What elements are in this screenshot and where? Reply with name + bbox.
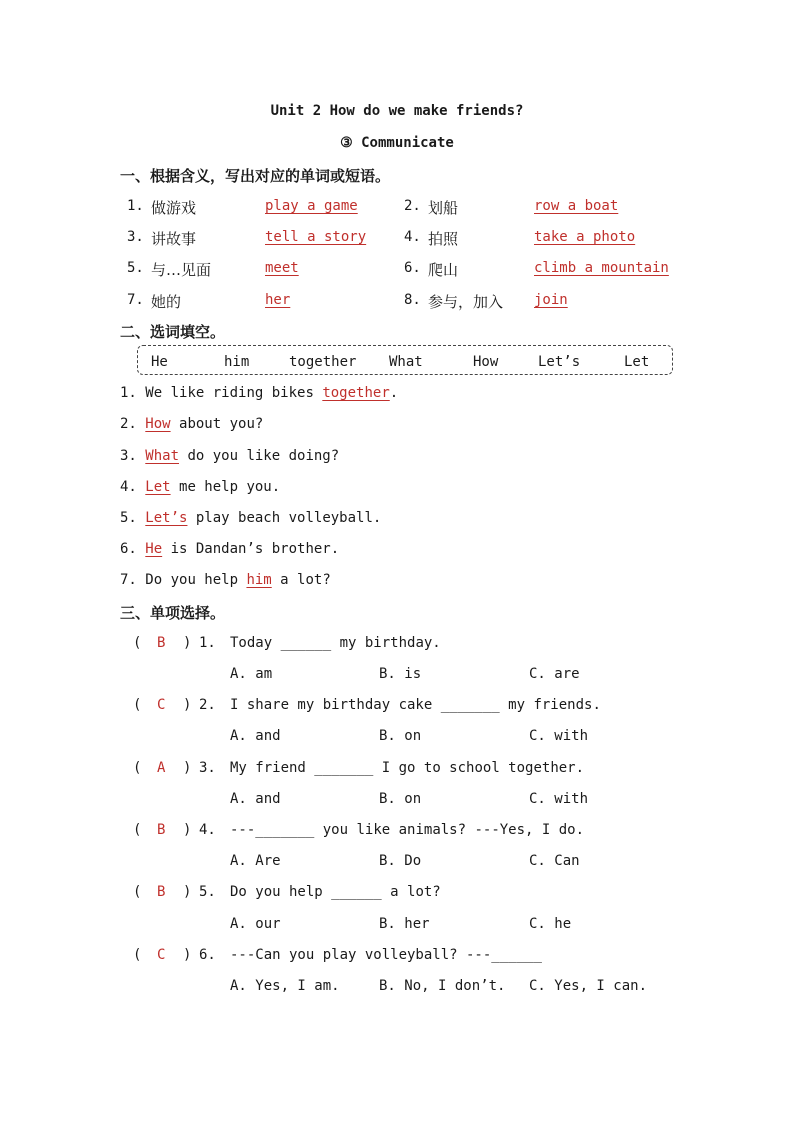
- choice-answer: B: [157, 822, 166, 838]
- choice-answer: C: [157, 947, 166, 963]
- choice-answer: B: [157, 635, 166, 651]
- option-c: C. with: [529, 728, 589, 744]
- sentence-answer: How: [145, 416, 171, 432]
- item-answer: meet: [265, 260, 299, 276]
- stem-blank: _______: [255, 822, 315, 838]
- fill-sentence: [120, 510, 381, 526]
- close-paren: ): [183, 822, 192, 838]
- question-stem: [230, 822, 584, 838]
- stem-before: Today: [230, 635, 281, 651]
- sentence-after: .: [389, 385, 399, 401]
- question-number: 5.: [199, 884, 216, 900]
- sentence-number: 7.: [120, 572, 137, 588]
- section2-heading: 二、选词填空。: [120, 323, 226, 341]
- close-paren: ): [183, 947, 192, 963]
- stem-before: ---Can you play volleyball? ---: [230, 947, 492, 963]
- option-c: C. Can: [529, 853, 580, 869]
- item-answer: row a boat: [534, 198, 619, 214]
- question-number: 6.: [199, 947, 216, 963]
- word-bank-item: him: [224, 354, 250, 370]
- sentence-before: Do you help: [145, 572, 247, 588]
- fill-sentence: [120, 479, 280, 495]
- option-b: B. on: [379, 728, 422, 744]
- stem-after: I go to school together.: [373, 760, 585, 776]
- word-bank: [137, 345, 673, 375]
- item-chinese: 她的: [151, 293, 182, 311]
- item-number: 1.: [127, 198, 144, 214]
- item-number: 6.: [404, 260, 421, 276]
- stem-before: ---: [230, 822, 256, 838]
- stem-blank: ______: [491, 947, 542, 963]
- option-b: B. Do: [379, 853, 422, 869]
- word-bank-item: Let: [624, 354, 650, 370]
- close-paren: ): [183, 884, 192, 900]
- choice-answer: C: [157, 697, 166, 713]
- sentence-after: play beach volleyball.: [187, 510, 382, 526]
- item-number: 5.: [127, 260, 144, 276]
- sentence-number: 3.: [120, 448, 137, 464]
- sentence-number: 5.: [120, 510, 137, 526]
- item-number: 2.: [404, 198, 421, 214]
- stem-blank: ______: [331, 884, 382, 900]
- sentence-after: is Dandan’s brother.: [162, 541, 340, 557]
- stem-after: my friends.: [499, 697, 601, 713]
- section1-heading: 一、根据含义，写出对应的单词或短语。: [120, 167, 391, 185]
- option-c: C. he: [529, 916, 572, 932]
- option-c: C. are: [529, 666, 580, 682]
- option-a: A. and: [230, 728, 281, 744]
- question-stem: [230, 697, 601, 713]
- sentence-answer: He: [145, 541, 163, 557]
- question-stem: [230, 884, 441, 900]
- word-bank-item: How: [473, 354, 499, 370]
- sentence-answer: together: [322, 385, 390, 401]
- page-subtitle: ③ Communicate: [340, 135, 454, 151]
- option-a: A. our: [230, 916, 281, 932]
- option-a: A. Yes, I am.: [230, 978, 340, 994]
- sentence-after: do you like doing?: [179, 448, 340, 464]
- stem-blank: _______: [440, 697, 500, 713]
- option-a: A. am: [230, 666, 273, 682]
- item-chinese: 与…见面: [151, 261, 212, 279]
- fill-sentence: [120, 385, 398, 401]
- item-answer: climb a mountain: [534, 260, 669, 276]
- item-number: 7.: [127, 292, 144, 308]
- item-answer: take a photo: [534, 229, 636, 245]
- stem-after: you like animals? ---Yes, I do.: [314, 822, 585, 838]
- word-bank-item: together: [289, 354, 357, 370]
- item-answer: join: [534, 292, 568, 308]
- open-paren: (: [133, 635, 142, 651]
- item-number: 8.: [404, 292, 421, 308]
- item-chinese: 参与，加入: [428, 293, 504, 311]
- choice-answer: B: [157, 884, 166, 900]
- sentence-number: 2.: [120, 416, 137, 432]
- question-stem: [230, 947, 542, 963]
- close-paren: ): [183, 760, 192, 776]
- open-paren: (: [133, 760, 142, 776]
- option-a: A. and: [230, 791, 281, 807]
- sentence-after: me help you.: [170, 479, 281, 495]
- item-chinese: 讲故事: [151, 230, 197, 248]
- fill-sentence: [120, 448, 339, 464]
- stem-after: my birthday.: [331, 635, 441, 651]
- item-number: 4.: [404, 229, 421, 245]
- sentence-number: 1.: [120, 385, 137, 401]
- section3-heading: 三、单项选择。: [120, 604, 226, 622]
- stem-before: Do you help: [230, 884, 332, 900]
- close-paren: ): [183, 635, 192, 651]
- close-paren: ): [183, 697, 192, 713]
- option-c: C. Yes, I can.: [529, 978, 648, 994]
- sentence-after: about you?: [170, 416, 264, 432]
- item-answer: tell a story: [265, 229, 367, 245]
- option-b: B. on: [379, 791, 422, 807]
- option-b: B. is: [379, 666, 422, 682]
- stem-before: I share my birthday cake: [230, 697, 441, 713]
- stem-after: a lot?: [381, 884, 441, 900]
- sentence-number: 6.: [120, 541, 137, 557]
- item-chinese: 爬山: [428, 261, 459, 279]
- fill-sentence: [120, 541, 339, 557]
- sentence-number: 4.: [120, 479, 137, 495]
- item-answer: her: [265, 292, 291, 308]
- question-number: 2.: [199, 697, 216, 713]
- open-paren: (: [133, 884, 142, 900]
- option-a: A. Are: [230, 853, 281, 869]
- open-paren: (: [133, 697, 142, 713]
- sentence-answer: What: [145, 448, 180, 464]
- fill-sentence: [120, 416, 263, 432]
- item-chinese: 做游戏: [151, 199, 197, 217]
- sentence-after: a lot?: [271, 572, 331, 588]
- item-chinese: 划船: [428, 199, 459, 217]
- sentence-answer: him: [246, 572, 272, 588]
- word-bank-item: He: [151, 354, 168, 370]
- sentence-before: We like riding bikes: [145, 385, 323, 401]
- item-chinese: 拍照: [428, 230, 459, 248]
- question-stem: [230, 760, 584, 776]
- stem-blank: ______: [280, 635, 332, 651]
- stem-blank: _______: [314, 760, 374, 776]
- open-paren: (: [133, 822, 142, 838]
- item-number: 3.: [127, 229, 144, 245]
- item-answer: play a game: [265, 198, 358, 214]
- option-c: C. with: [529, 791, 589, 807]
- option-b: B. No, I don’t.: [379, 978, 506, 994]
- sentence-answer: Let: [145, 479, 171, 495]
- page-title: Unit 2 How do we make friends?: [270, 103, 524, 119]
- choice-answer: A: [157, 760, 166, 776]
- question-stem: [230, 635, 441, 651]
- word-bank-item: What: [389, 354, 423, 370]
- sentence-answer: Let’s: [145, 510, 188, 526]
- question-number: 4.: [199, 822, 216, 838]
- open-paren: (: [133, 947, 142, 963]
- question-number: 3.: [199, 760, 216, 776]
- word-bank-item: Let’s: [538, 354, 581, 370]
- fill-sentence: [120, 572, 331, 588]
- question-number: 1.: [199, 635, 216, 651]
- stem-before: My friend: [230, 760, 315, 776]
- option-b: B. her: [379, 916, 430, 932]
